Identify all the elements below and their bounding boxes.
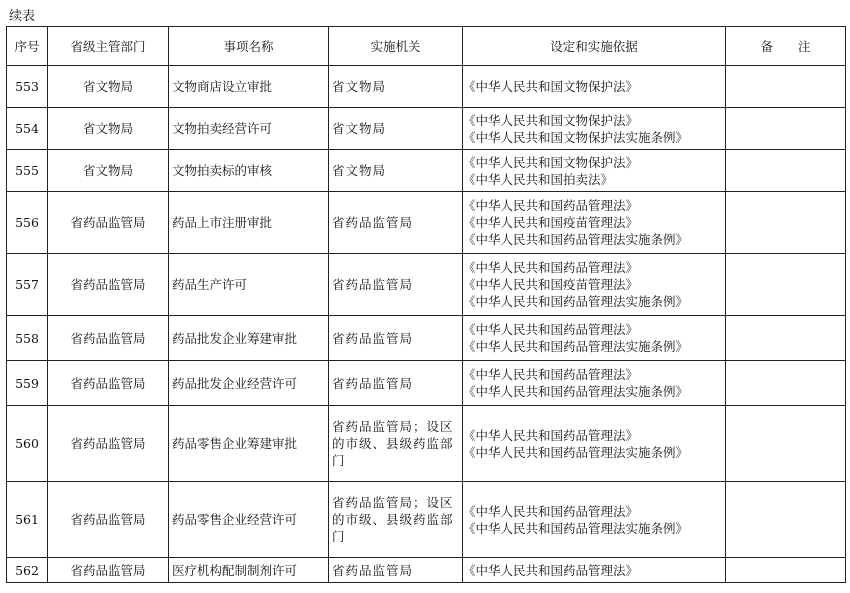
row-agency (329, 316, 463, 361)
row-department: 省药品监管局 (48, 482, 169, 558)
row-number: 554 (7, 108, 48, 150)
row-department: 省药品监管局 (48, 316, 169, 361)
agency-text: 省药品监管局 (332, 330, 414, 346)
header-no: 序号 (7, 27, 48, 66)
row-item-name: 医疗机构配制制剂许可 (169, 558, 329, 583)
basis-law: 《中华人民共和国文物保护法》 (463, 112, 639, 128)
row-item-name: 药品批发企业经营许可 (169, 361, 329, 406)
row-number: 556 (7, 192, 48, 254)
row-agency (329, 108, 463, 150)
row-basis (463, 192, 726, 254)
agency-text: 省药品监管局；设区的市级、县级药监部门 (332, 495, 454, 544)
row-agency (329, 406, 463, 482)
table-row (7, 108, 846, 150)
row-number: 559 (7, 361, 48, 406)
agency-text: 省药品监管局 (332, 277, 414, 292)
basis-law: 《中华人民共和国药品管理法》 (463, 260, 639, 275)
table-row (7, 150, 846, 192)
row-number: 553 (7, 66, 48, 108)
row-number: 558 (7, 316, 48, 361)
agency-text: 省文物局 (332, 121, 387, 136)
row-agency (329, 150, 463, 192)
row-item-name: 药品零售企业筹建审批 (169, 406, 329, 482)
row-basis (463, 254, 726, 316)
row-item-name: 文物拍卖经营许可 (169, 108, 329, 150)
basis-law: 《中华人民共和国文物保护法》 (463, 79, 639, 94)
row-number: 555 (7, 150, 48, 192)
row-item-name: 药品批发企业筹建审批 (169, 316, 329, 361)
row-department: 省文物局 (48, 108, 169, 150)
row-department: 省药品监管局 (48, 254, 169, 316)
header-note: 备 注 (726, 27, 846, 66)
row-number: 561 (7, 482, 48, 558)
approval-items-table (6, 26, 846, 583)
table-row (7, 361, 846, 406)
row-department: 省药品监管局 (48, 361, 169, 406)
row-agency (329, 192, 463, 254)
header-item: 事项名称 (169, 27, 329, 66)
table-body (7, 66, 846, 583)
row-department: 省药品监管局 (48, 192, 169, 254)
row-number: 562 (7, 558, 48, 583)
row-basis (463, 108, 726, 150)
table-row (7, 406, 846, 482)
row-basis (463, 482, 726, 558)
table-row (7, 192, 846, 254)
basis-law: 《中华人民共和国药品管理法》 (463, 198, 639, 213)
row-agency (329, 558, 463, 583)
basis-law: 《中华人民共和国疫苗管理法》 (463, 215, 639, 230)
row-note (726, 192, 846, 254)
header-agency: 实施机关 (329, 27, 463, 66)
row-number: 560 (7, 406, 48, 482)
row-agency (329, 66, 463, 108)
table-caption: 续表 (9, 9, 36, 24)
row-agency (329, 482, 463, 558)
row-agency (329, 254, 463, 316)
row-basis (463, 406, 726, 482)
row-basis (463, 316, 726, 361)
basis-law: 《中华人民共和国药品管理法实施条例》 (463, 384, 689, 399)
row-department: 省药品监管局 (48, 558, 169, 583)
row-note (726, 406, 846, 482)
basis-law: 《中华人民共和国药品管理法实施条例》 (463, 232, 689, 247)
row-item-name: 药品上市注册审批 (169, 192, 329, 254)
agency-text: 省文物局 (332, 163, 387, 178)
row-item-name: 文物商店设立审批 (169, 66, 329, 108)
row-note (726, 361, 846, 406)
header-row (7, 27, 846, 66)
table-row (7, 558, 846, 583)
basis-law: 《中华人民共和国药品管理法实施条例》 (463, 444, 689, 460)
basis-law: 《中华人民共和国药品管理法实施条例》 (463, 339, 689, 354)
row-note (726, 482, 846, 558)
row-department: 省药品监管局 (48, 406, 169, 482)
basis-law: 《中华人民共和国药品管理法》 (463, 562, 639, 578)
table-row (7, 66, 846, 108)
row-note (726, 316, 846, 361)
table-row (7, 316, 846, 361)
row-department: 省文物局 (48, 66, 169, 108)
row-note (726, 254, 846, 316)
table-row (7, 482, 846, 558)
header-dept: 省级主管部门 (48, 27, 169, 66)
header-basis: 设定和实施依据 (463, 27, 726, 66)
row-note (726, 558, 846, 583)
row-note (726, 150, 846, 192)
basis-law: 《中华人民共和国药品管理法》 (463, 322, 639, 337)
basis-law: 《中华人民共和国药品管理法》 (463, 367, 639, 382)
basis-law: 《中华人民共和国疫苗管理法》 (463, 277, 639, 292)
row-basis (463, 558, 726, 583)
row-basis (463, 150, 726, 192)
agency-text: 省文物局 (332, 79, 387, 94)
basis-law: 《中华人民共和国拍卖法》 (463, 171, 614, 187)
agency-text: 省药品监管局 (332, 375, 414, 391)
row-item-name: 文物拍卖标的审核 (169, 150, 329, 192)
row-note (726, 108, 846, 150)
row-department: 省文物局 (48, 150, 169, 192)
row-item-name: 药品生产许可 (169, 254, 329, 316)
agency-text: 省药品监管局 (332, 215, 414, 230)
basis-law: 《中华人民共和国文物保护法实施条例》 (463, 129, 689, 145)
row-number: 557 (7, 254, 48, 316)
basis-law: 《中华人民共和国药品管理法》 (463, 427, 639, 443)
row-note (726, 66, 846, 108)
row-item-name: 药品零售企业经营许可 (169, 482, 329, 558)
agency-text: 省药品监管局；设区的市级、县级药监部门 (332, 419, 454, 468)
row-basis (463, 66, 726, 108)
basis-law: 《中华人民共和国药品管理法》 (463, 503, 639, 519)
row-basis (463, 361, 726, 406)
basis-law: 《中华人民共和国文物保护法》 (463, 154, 639, 170)
basis-law: 《中华人民共和国药品管理法实施条例》 (463, 520, 689, 536)
basis-law: 《中华人民共和国药品管理法实施条例》 (463, 294, 689, 309)
agency-text: 省药品监管局 (332, 562, 414, 578)
row-agency (329, 361, 463, 406)
table-row (7, 254, 846, 316)
